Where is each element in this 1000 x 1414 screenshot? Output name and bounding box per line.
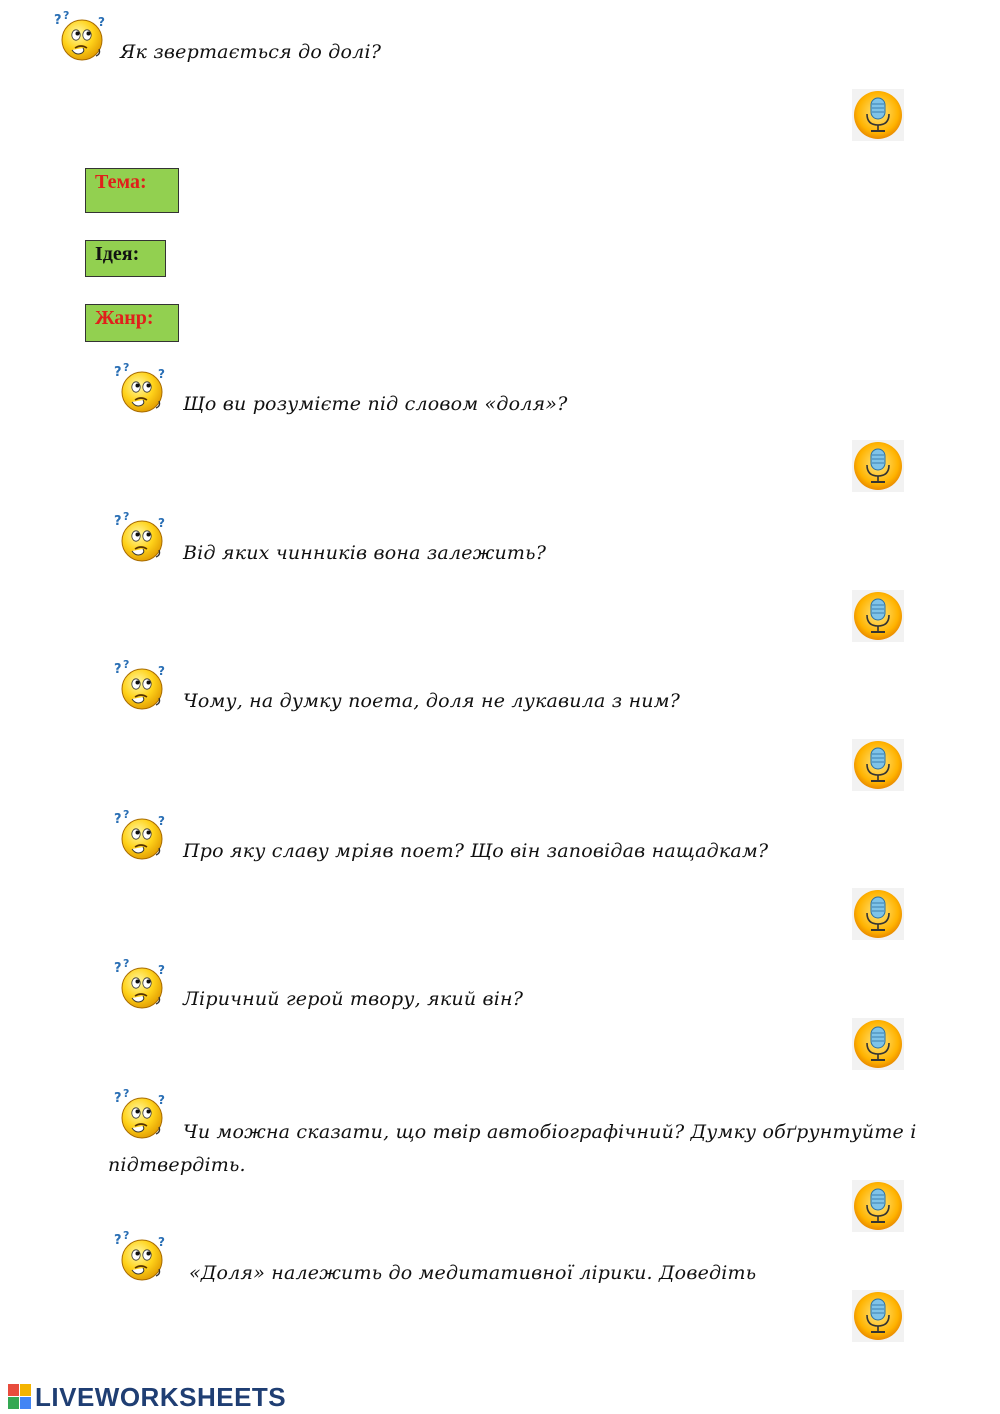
- thinking-smiley-icon: [112, 1088, 172, 1142]
- thinking-smiley-icon: [52, 10, 112, 64]
- question-text: Від яких чинників вона залежить?: [183, 542, 547, 564]
- question-text: Що ви розумієте під словом «доля»?: [183, 393, 568, 415]
- liveworksheets-logo-icon: [8, 1384, 32, 1410]
- microphone-icon[interactable]: [852, 1180, 904, 1232]
- question-text: Як звертається до долі?: [120, 41, 382, 63]
- microphone-icon[interactable]: [852, 89, 904, 141]
- microphone-icon[interactable]: [852, 590, 904, 642]
- question-text: «Доля» належить до медитативної лірики. Доведіть: [189, 1262, 757, 1284]
- ideia-label: Ідея:: [85, 240, 166, 277]
- question-text: Чи можна сказати, що твір автобіографічний? Думку обґрунтуйте і: [183, 1121, 917, 1143]
- thinking-smiley-icon: [112, 809, 172, 863]
- brand-name: LIVEWORKSHEETS: [35, 1381, 287, 1412]
- question-text: Про яку славу мріяв поет? Що він заповідав нащадкам?: [183, 840, 769, 862]
- microphone-icon[interactable]: [852, 888, 904, 940]
- thinking-smiley-icon: [112, 1230, 172, 1284]
- microphone-icon[interactable]: [852, 1290, 904, 1342]
- question-text-continuation: підтвердіть.: [108, 1154, 246, 1176]
- question-text: Чому, на думку поета, доля не лукавила з ним?: [183, 690, 681, 712]
- microphone-icon[interactable]: [852, 1018, 904, 1070]
- tema-label: Тема:: [85, 168, 179, 213]
- question-text: Ліричний герой твору, який він?: [183, 988, 524, 1010]
- zhanr-label: Жанр:: [85, 304, 179, 342]
- thinking-smiley-icon: [112, 958, 172, 1012]
- thinking-smiley-icon: [112, 511, 172, 565]
- microphone-icon[interactable]: [852, 739, 904, 791]
- thinking-smiley-icon: [112, 659, 172, 713]
- brand-footer: [8, 1380, 286, 1414]
- thinking-smiley-icon: [112, 362, 172, 416]
- microphone-icon[interactable]: [852, 440, 904, 492]
